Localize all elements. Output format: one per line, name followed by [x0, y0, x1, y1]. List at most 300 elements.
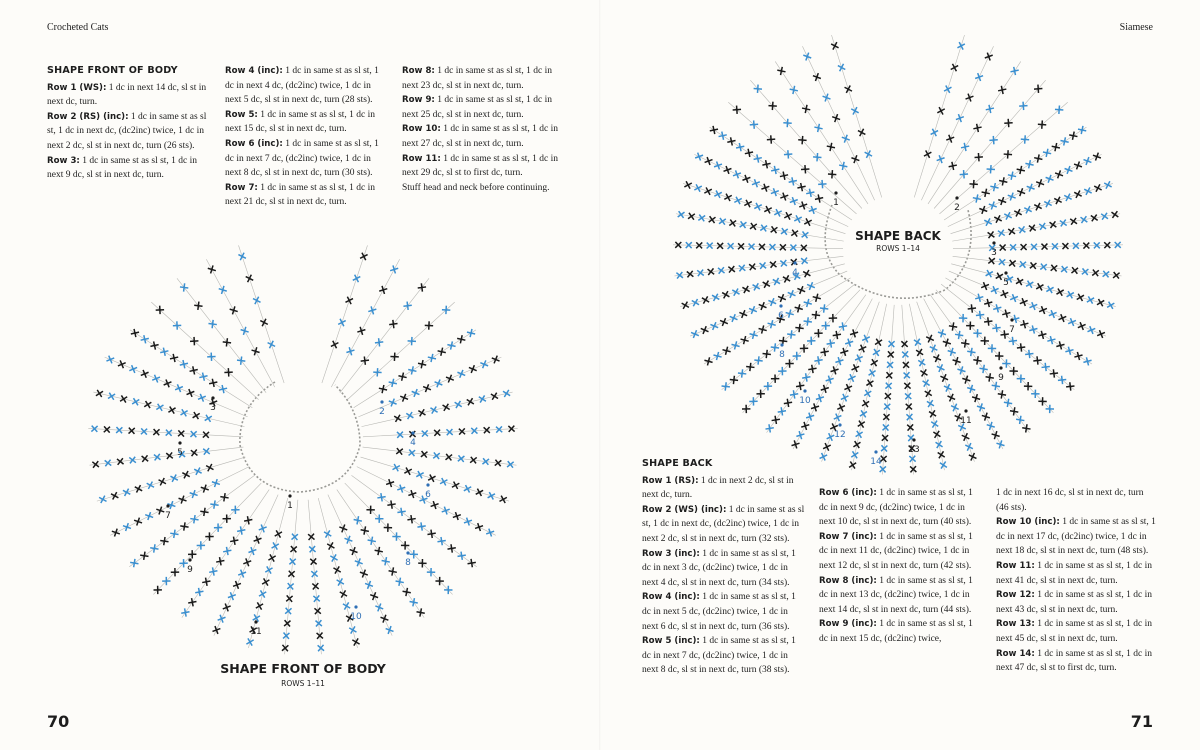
stitch-mark [754, 154, 762, 162]
stitch-mark [961, 339, 969, 347]
stitch-stroke [764, 281, 768, 288]
stitch-stroke [929, 412, 936, 417]
stitch-mark [807, 282, 815, 290]
stitch-mark [816, 394, 824, 402]
stitch-stroke [1047, 339, 1055, 341]
stitch-mark [190, 515, 198, 523]
stitch-mark [428, 475, 435, 482]
stitch-mark [957, 42, 964, 49]
stitch-stroke [754, 283, 758, 290]
stitch-mark [430, 406, 437, 413]
stitch-mark [979, 365, 987, 373]
stitch-mark [1038, 331, 1046, 339]
stitch-mark [862, 335, 870, 343]
stitch-mark [813, 294, 821, 302]
stitch-mark [937, 155, 945, 163]
stitch-mark [386, 626, 394, 634]
stitch-mark [1060, 137, 1068, 145]
stitch-mark [1058, 376, 1066, 384]
stitch-mark [765, 424, 773, 432]
stitch-mark [930, 345, 938, 353]
stitch-stroke [389, 571, 397, 573]
stitch-mark [791, 230, 798, 237]
stitch-mark [389, 379, 397, 387]
stitch-mark [1097, 299, 1104, 306]
stitch-mark [219, 286, 227, 294]
stitch-mark [1029, 325, 1037, 333]
stitch-stroke [985, 189, 987, 197]
stitch-stroke [870, 369, 875, 376]
stitch-mark [998, 86, 1006, 94]
stitch-mark [803, 53, 811, 61]
stitch-stroke [753, 331, 755, 339]
stitch-mark [1060, 220, 1067, 227]
stitch-stroke [1001, 334, 1009, 335]
stitch-mark [835, 357, 843, 365]
stitch-stroke [964, 143, 966, 151]
stitch-mark [1101, 213, 1108, 220]
stitch-stroke [226, 547, 228, 555]
stitch-mark [754, 203, 761, 210]
stitch-stroke [865, 390, 870, 397]
instruction-row-label: Row 13: [996, 619, 1035, 630]
right-instructions-col-2 [819, 486, 981, 647]
stitch-mark [259, 590, 266, 597]
stitch-mark [1066, 382, 1074, 390]
stitch-mark [710, 322, 718, 330]
stitch-mark [736, 143, 744, 151]
stitch-stroke [1004, 402, 1012, 403]
row-number-label: 1 [833, 198, 839, 208]
stitch-stroke [859, 421, 864, 428]
stitch-mark [147, 482, 154, 489]
stitch-mark [984, 218, 991, 225]
instruction-row-label: Row 12: [996, 590, 1035, 601]
instruction-row-text: 1 dc in same st as sl st, 1 dc in next 17 dc, (dc2inc) twice, 1 dc in next 18 dc, sl st in next dc, turn (48 sts). [996, 517, 1156, 557]
stitch-mark [979, 206, 987, 214]
stitch-mark [180, 360, 188, 368]
stitch-stroke [437, 540, 445, 541]
stitch-mark [821, 385, 829, 393]
stitch-mark [275, 530, 282, 537]
stitch-mark [1022, 424, 1030, 432]
stitch-mark [820, 348, 828, 356]
stitch-stroke [698, 215, 705, 220]
stitch-mark [404, 467, 411, 474]
stitch-mark [343, 602, 350, 609]
row-guide-line [110, 467, 249, 536]
instruction-row [819, 530, 981, 574]
stitch-mark [1014, 209, 1021, 216]
stitch-mark [396, 578, 404, 586]
stitch-mark [850, 329, 858, 337]
stitch-mark [704, 187, 711, 194]
stitch-stroke [802, 232, 809, 237]
stitch-mark [845, 85, 852, 92]
stitch-mark [998, 230, 1005, 237]
stitch-mark [1078, 126, 1086, 134]
row-guide-line [153, 483, 261, 594]
stitch-mark [1039, 223, 1046, 230]
instruction-row-label: Row 4 (inc): [642, 592, 700, 603]
stitch-mark [849, 462, 856, 469]
stitch-mark [678, 211, 685, 218]
stitch-stroke [402, 373, 404, 381]
stitch-stroke [744, 336, 746, 344]
stitch-mark [379, 385, 387, 393]
stitch-stroke [1029, 160, 1031, 168]
stitch-mark [1065, 347, 1073, 355]
stitch-mark [1016, 278, 1023, 285]
stitch-stroke [1107, 303, 1114, 307]
stitch-mark [479, 395, 486, 402]
stitch-mark [795, 304, 803, 312]
row-guide-line [318, 498, 357, 648]
instruction-row-text: 1 dc in same st as sl st, 1 dc in next 25 dc, sl st in next dc, turn. [402, 95, 553, 120]
stitch-mark [772, 416, 780, 424]
stitch-stroke [861, 410, 866, 417]
stitch-stroke [933, 432, 940, 437]
stitch-mark [998, 390, 1006, 398]
row-number-label: 5 [177, 448, 183, 458]
stitch-mark [692, 299, 699, 306]
stitch-mark [976, 311, 984, 319]
stitch-mark [771, 188, 779, 196]
stitch-stroke [160, 351, 168, 353]
stitch-mark [106, 356, 114, 364]
stitch-stroke [791, 330, 792, 338]
instruction-row-text: 1 dc in same st as sl st, 1 dc in next 11 dc, (dc2inc) twice, 1 dc in next 12 dc, sl st in next dc, turn (42 sts). [819, 531, 973, 571]
stitch-stroke [719, 135, 727, 137]
row-number-label: 11 [250, 627, 262, 637]
stitch-mark [209, 567, 217, 575]
stitch-mark [244, 516, 252, 524]
stitch-stroke [798, 140, 806, 141]
stitch-mark [780, 172, 788, 180]
stitch-mark [802, 105, 810, 113]
instruction-row-label: Row 1 (RS): [642, 475, 699, 486]
stitch-stroke [781, 229, 788, 234]
stitch-mark [180, 522, 188, 530]
stitch-mark [734, 197, 741, 204]
stitch-stroke [1046, 149, 1048, 157]
instruction-row-text: 1 dc in same st as sl st, 1 dc in next 15 dc, (dc2inc) twice, [819, 619, 973, 644]
stitch-stroke [199, 376, 207, 378]
stitch-stroke [836, 331, 837, 339]
stitch-mark [984, 317, 992, 325]
stitch-mark [112, 529, 120, 537]
stitch-mark [423, 384, 431, 392]
stitch-mark [797, 183, 805, 191]
stitch-mark [967, 348, 975, 356]
back-chart-title: SHAPE BACK [855, 229, 941, 243]
stitch-mark [447, 544, 455, 552]
stitch-mark [1010, 67, 1018, 75]
stitch-mark [783, 275, 790, 282]
stitch-mark [134, 518, 142, 526]
stitch-stroke [361, 530, 369, 532]
stitch-stroke [417, 526, 425, 527]
stitch-mark [778, 294, 786, 302]
instruction-row-label: Row 5 (inc): [642, 636, 700, 647]
stitch-mark [365, 581, 373, 589]
stitch-mark [339, 525, 347, 533]
stitch-mark [975, 294, 983, 302]
stitch-mark [794, 215, 801, 222]
stitch-mark [237, 356, 245, 364]
stitch-stroke [790, 89, 798, 91]
stitch-stroke [683, 302, 687, 309]
stitch-mark [238, 570, 246, 578]
stitch-mark [771, 343, 779, 351]
stitch-stroke [767, 139, 775, 140]
row-guide-line [934, 80, 1046, 208]
stitch-mark [190, 366, 198, 374]
stitch-stroke [377, 497, 385, 498]
stitch-mark [781, 228, 788, 235]
stitch-mark [724, 166, 732, 174]
stitch-mark [858, 421, 865, 428]
stitch-mark [408, 490, 416, 498]
stitch-mark [924, 150, 931, 157]
stitch-stroke [120, 397, 127, 401]
stitch-mark [796, 431, 804, 439]
stitch-mark [801, 422, 809, 430]
stitch-mark [944, 85, 951, 92]
stitch-stroke [787, 399, 788, 407]
stitch-mark [1083, 357, 1091, 365]
row-number-label: 3 [991, 248, 997, 258]
instruction-row-text: Stuff head and neck before continuing. [402, 182, 550, 193]
stitch-stroke [1083, 360, 1091, 362]
stitch-mark [417, 522, 425, 530]
stitch-mark [1077, 294, 1084, 301]
stitch-mark [804, 218, 811, 225]
stitch-stroke [876, 339, 881, 346]
stitch-stroke [193, 413, 200, 417]
stitch-mark [228, 592, 236, 600]
stitch-stroke [993, 136, 994, 144]
stitch-mark [968, 304, 976, 312]
instruction-row [996, 647, 1156, 676]
stitch-mark [732, 288, 739, 295]
stitch-mark [486, 529, 494, 537]
stitch-mark [768, 320, 776, 328]
stitch-mark [361, 526, 369, 534]
stitch-mark [865, 150, 872, 157]
stitch-stroke [164, 537, 165, 545]
stitch-stroke [421, 360, 423, 368]
stitch-mark [802, 373, 810, 381]
stitch-stroke [815, 311, 816, 319]
stitch-mark [152, 375, 160, 383]
stitch-mark [750, 331, 758, 339]
stitch-stroke [914, 340, 921, 345]
stitch-stroke [154, 544, 155, 552]
stitch-mark [709, 216, 716, 223]
stitch-stroke [1081, 126, 1083, 134]
stitch-stroke [180, 287, 188, 288]
stitch-mark [972, 394, 980, 402]
stitch-stroke [141, 338, 149, 340]
stitch-mark [856, 431, 863, 438]
stitch-mark [951, 64, 958, 71]
stitch-stroke [986, 377, 994, 378]
stitch-stroke [108, 394, 115, 398]
stitch-mark [195, 588, 203, 596]
stitch-mark [1004, 399, 1012, 407]
stitch-mark [962, 376, 970, 384]
stitch-stroke [725, 382, 726, 390]
page-number-right: 71 [1130, 712, 1153, 731]
stitch-mark [986, 270, 993, 277]
stitch-stroke [742, 369, 743, 377]
stitch-stroke [1097, 300, 1104, 304]
stitch-stroke [208, 324, 216, 325]
stitch-mark [389, 567, 397, 575]
stitch-mark [931, 421, 938, 428]
stitch-mark [771, 226, 778, 233]
stitch-mark [946, 135, 954, 143]
row-guide-line [802, 46, 874, 200]
instruction-row-label: Row 7: [225, 182, 258, 193]
stitch-stroke [709, 217, 716, 222]
stitch-stroke [144, 402, 151, 406]
stitch-mark [804, 317, 812, 325]
row-guide-line [89, 447, 243, 465]
stitch-mark [851, 155, 859, 163]
stitch-mark [503, 390, 510, 397]
stitch-mark [1001, 290, 1009, 298]
stitch-stroke [1010, 411, 1018, 412]
stitch-mark [1078, 322, 1086, 330]
stitch-mark [973, 356, 981, 364]
stitch-stroke [432, 406, 436, 413]
stitch-mark [990, 183, 998, 191]
stitch-mark [916, 349, 923, 356]
stitch-mark [933, 431, 940, 438]
stitch-mark [446, 375, 454, 383]
stitch-mark [238, 253, 246, 261]
stitch-mark [201, 485, 209, 493]
stitch-mark [834, 414, 842, 422]
stitch-mark [408, 366, 416, 374]
stitch-mark [918, 359, 925, 366]
stitch-mark [806, 189, 814, 197]
stitch-stroke [750, 363, 751, 371]
stitch-mark [944, 384, 952, 392]
stitch-mark [966, 94, 974, 102]
stitch-mark [150, 341, 158, 349]
stitch-stroke [801, 169, 809, 170]
stitch-mark [223, 547, 231, 555]
stitch-mark [842, 135, 850, 143]
stitch-mark [1030, 302, 1038, 310]
stitch-mark [254, 536, 262, 544]
stitch-stroke [1014, 67, 1016, 75]
stitch-mark [1107, 302, 1114, 309]
stitch-mark [1042, 363, 1050, 371]
instruction-row-text: 1 dc in same st as sl st, 1 dc in next 29 dc, sl st to first dc, turn. [402, 153, 559, 179]
stitch-stroke [1008, 119, 1009, 127]
stitch-stroke [931, 422, 938, 427]
row-guide-line [363, 447, 517, 465]
stitch-mark [431, 501, 439, 509]
stitch-mark [973, 124, 981, 132]
stitch-mark [986, 373, 994, 381]
stitch-stroke [725, 347, 727, 355]
stitch-mark [965, 443, 973, 451]
stitch-mark [1017, 343, 1025, 351]
stitch-stroke [150, 345, 158, 347]
stitch-stroke [1046, 287, 1053, 291]
stitch-mark [440, 478, 447, 485]
stitch-stroke [791, 231, 798, 236]
stitch-mark [256, 602, 263, 609]
stitch-mark [813, 73, 821, 81]
stitch-stroke [984, 321, 992, 322]
stitch-mark [982, 189, 990, 197]
row-guide-line [832, 35, 882, 197]
stitch-stroke [131, 332, 139, 334]
stitch-mark [407, 515, 415, 523]
stitch-mark [1111, 211, 1118, 218]
stitch-stroke [421, 283, 422, 291]
stitch-stroke [233, 537, 235, 545]
row-guide-line [750, 80, 862, 208]
stitch-mark [799, 202, 807, 210]
stitch-stroke [170, 357, 178, 359]
stitch-stroke [923, 381, 930, 386]
row-start-dot [178, 441, 181, 444]
stitch-mark [831, 366, 839, 374]
stitch-mark [795, 324, 803, 332]
stitch-mark [991, 286, 999, 294]
stitch-mark [389, 399, 397, 407]
instruction-row-text: 1 dc in same st as sl st, 1 dc in next dc, (dc2inc) twice, 1 dc in next 2 dc, sl st in next dc, turn (32 sts). [642, 504, 805, 544]
stitch-mark [209, 379, 217, 387]
instruction-row [819, 486, 981, 530]
stitch-mark [967, 385, 975, 393]
stitch-stroke [411, 366, 413, 374]
stitch-mark [937, 364, 945, 372]
stitch-mark [156, 507, 164, 515]
stitch-mark [272, 542, 279, 549]
stitch-mark [1052, 143, 1060, 151]
stitch-mark [389, 320, 397, 328]
stitch-mark [989, 202, 997, 210]
stitch-stroke [710, 129, 718, 131]
stitch-stroke [789, 310, 791, 318]
stitch-mark [996, 440, 1004, 448]
instruction-row-label: Row 1 (WS): [47, 82, 107, 93]
stitch-stroke [1042, 366, 1050, 367]
stitch-mark [749, 306, 757, 314]
stitch-mark [428, 354, 436, 362]
stitch-mark [722, 291, 729, 298]
row-number-label: 4 [410, 438, 416, 448]
stitch-mark [873, 349, 880, 356]
stitch-mark [763, 350, 771, 358]
stitch-mark [447, 341, 455, 349]
stitch-stroke [805, 270, 809, 277]
stitch-mark [951, 404, 959, 412]
stitch-stroke [396, 581, 404, 583]
instruction-row-label: Row 9: [402, 95, 435, 106]
stitch-mark [360, 570, 368, 578]
stitch-mark [948, 348, 956, 356]
stitch-mark [827, 143, 835, 151]
